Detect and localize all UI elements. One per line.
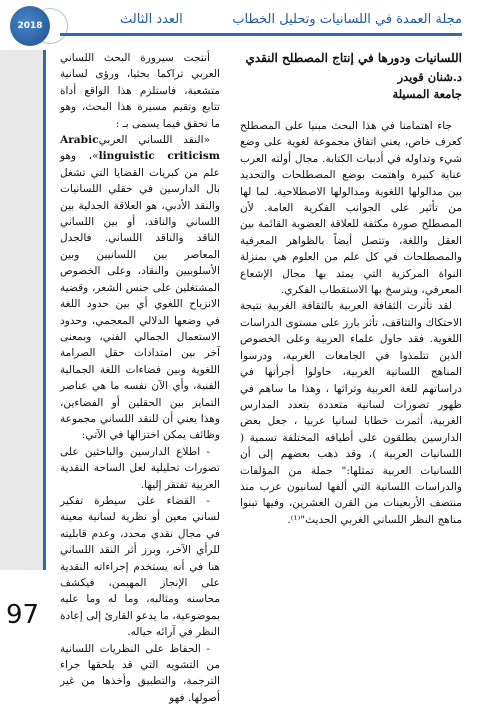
page-header [0, 0, 480, 50]
english-term: criticism [167, 150, 220, 163]
issue-label: العدد الثالث [120, 12, 183, 27]
year-circle [10, 6, 50, 46]
body-paragraph: جاء اهتمامنا في هذا البحث مبنيا على المصطلح كعرف خاص، يعني اتفاق مجموعة لغوية على وضع شيء وتداوله في أدبيات الكتابة. مجال أولته العرب عناية كبيرة واهتمت بوضع المصطلحات والتحديد بين مدالولها اللغوية ومدالولها الاصطلاحية. لما لها من تأثير على الجوانب الفكرية العامة. لأن المصطلح صورة مكثفة للعلاقة العضوية القائمة بين العقل واللغة، وتتصل أيضاً بالظواهر المعرفية والمصطلحات في كل علم من العلوم هي بمنزلة النواة المركزية التي يمتد بها مجال الإشعاع المعرفي، ويترسخ بها الاستقطاب الفكري. [240, 120, 462, 297]
english-term: Arabic linguistic [60, 134, 155, 163]
list-item: - الحفاظ على النظريات اللسانية من التشويه التي قد يلحقها جراء الترجمة، والتطبيق وأخذها من غير أصولها. فهو [60, 642, 220, 704]
year-label: 2018 [17, 21, 43, 31]
body-paragraph-term [60, 132, 220, 444]
right-column [240, 50, 462, 610]
paragraph-rest: »، وهو علم من كبريات القضايا التي تشغل بال الدارسين في حقلي اللسانيات والنقد الأدبي، هو العلاقة الجدلية بين اللساني والناقد، أو بين اللساني الناقد والناقد اللساني. فالجدل المعاصر بين اللسانيين وبين الأسلوبيين والنقاد، وعلى الخصوص المشتغلين على جنس الشعر، وقضية الانزياح اللغوي أي بين حدود اللغة في وضعها الدلالي المعجمي، وحدود الاستعمال الجمالي الفني، وبمعنى آخر بين امتدادات حقل الصرامة اللغوية وبين فضاءات اللغة الجمالية الفنية، وأي الآن نفسه ما هي عناصر التمايز بين الحقلين أو الفضاءين، وهذا يعني أن للنقد اللساني مجموعة وظائف يمكن اختزالها في الآتي: [60, 150, 220, 442]
header-rule [60, 33, 462, 36]
article-title: اللسانيات ودورها في إنتاج المصطلح النقدي [245, 51, 462, 65]
body-paragraph: لقد تأثرت الثقافة العربية بالثقافة الغربية نتيجة الاحتكاك والتثاقف، تأثر بارز على مستوى الدراسات اللغوية. فقد حاول علماء العربية وعلى الخصوص الذين تتلمذوا في الجامعات الغربية، ودرسوا المناهج اللسانية الغربية، حاولوا أجرأتها في دراساتهم للغة العربية وتراثها ، وهذا ما ساهم في ظهور تصورات لسانية متعددة بتعدد المدارس الغربية، أثمرت خطابا لسانيا عربيا ، جعل بعض الدارسين يطلقون على أطيافه المختلفة تسمية ( اللسانيات العربية )، وقد ذهب بعضهم إلى أن اللسانيات العربية تمثلها:" جملة من المؤلفات والدراسات اللسانية التي ألفها لسانيون عرب منذ منتصف الأربعينات من القرن العشرين، وفيها تبنوا مناهج النظر اللساني الغربي الحديث"⁽¹⁾. [240, 300, 462, 526]
year-badge [10, 6, 64, 46]
page-sidebar [0, 50, 46, 570]
author-affiliation: جامعة المسيلة [392, 87, 462, 101]
journal-title: مجلة العمدة في اللسانيات وتحليل الخطاب [232, 12, 462, 27]
page-number: 97 [6, 600, 40, 630]
list-item: - اطلاع الدارسين والباحثين على تصورات تحليلية لعل الساحة النقدية العربية تفتقر إليها. [60, 445, 220, 491]
list-item: - القضاء على سيطرة تفكير لساني معين أو نظرية لسانية معينة في مجال نقدي محدد، وعدم قابليته للرأي الآخر، وبرز أثر النقد اللساني هنا في أنه يستخدم إجراءاته النقدية على الإنجاز المهيمن، فيكشف محاسنه ومثالبه، وما له وما عليه بموضوعية، ما يدعو القارئ إلى إعادة النظر في آرائه حياله. [60, 494, 220, 639]
left-column [60, 50, 220, 704]
body-paragraph: أنتجت سيرورة البحث اللساني العربي تراكما بحثيا، ورؤى لسانية متشعبة، فاستلزم هذا الواقع أداة تتابع وتقيم مسيرة هذا البحث، وهو ما تحقق فيما يسمى بـ : [60, 52, 220, 130]
paragraph-start: «النقد اللساني العربي [98, 134, 210, 147]
author-name: د.شنان قويدر [397, 70, 462, 84]
